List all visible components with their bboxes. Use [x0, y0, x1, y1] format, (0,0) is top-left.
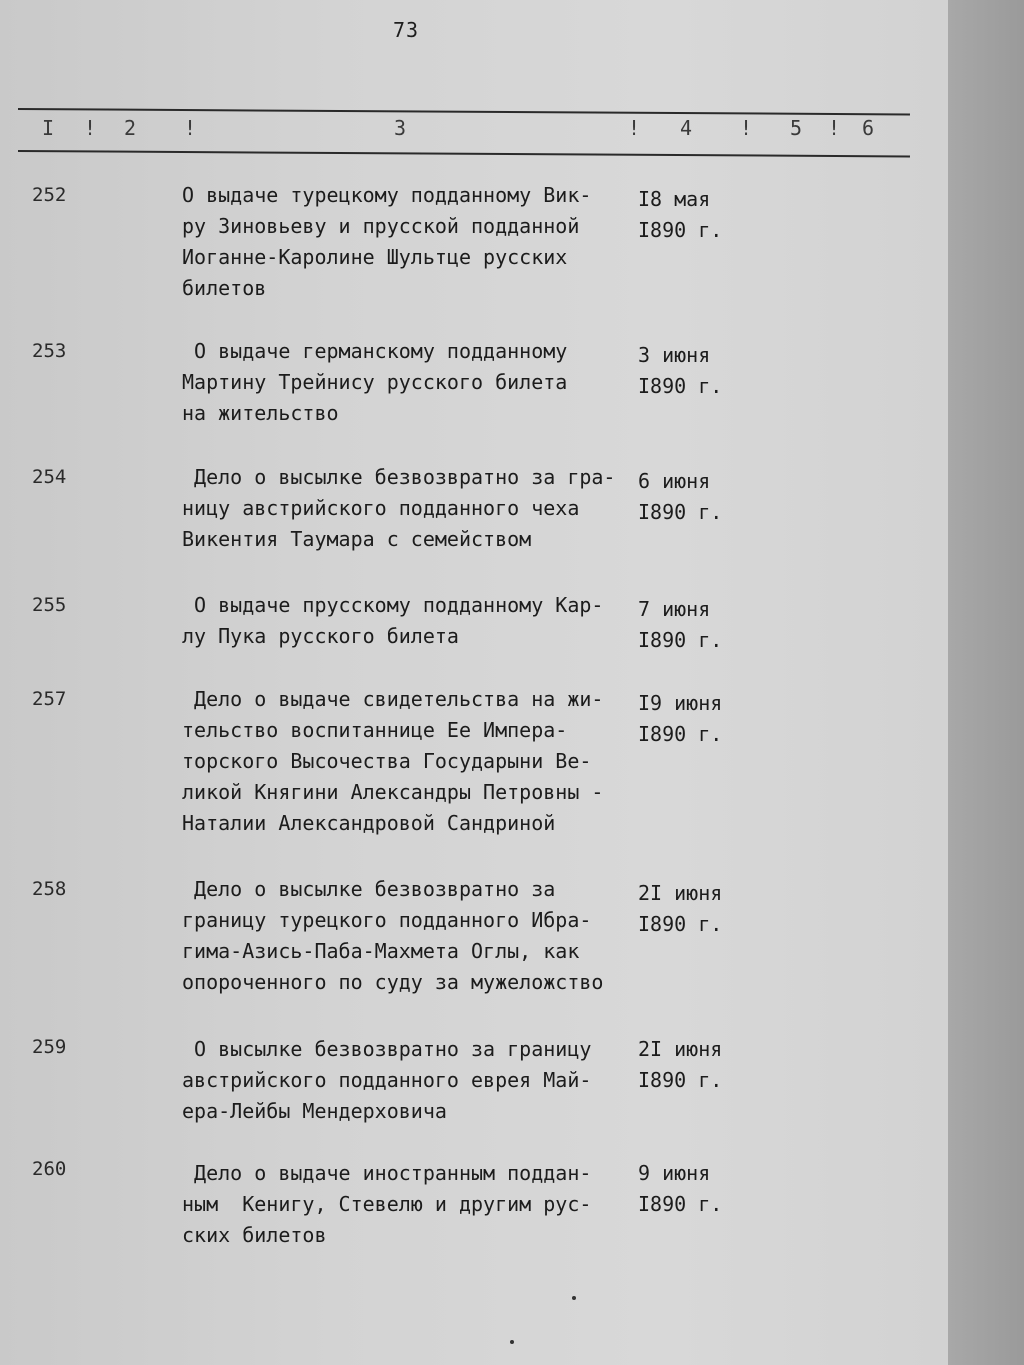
- entry-date: I8 мая I890 г.: [638, 187, 723, 242]
- entry-number: 257: [32, 688, 67, 710]
- column-header-4: 4: [680, 116, 693, 140]
- entry-number: 258: [32, 878, 67, 900]
- entry-title: О выдаче германскому подданному Мартину Трейнису русского билета на жительство: [182, 339, 568, 425]
- column-separator-3: !: [628, 116, 641, 140]
- entry-title: Дело о высылке безвозвратно за гра- ницу австрийского подданного чеха Викентия Таумара с семейством: [182, 465, 616, 551]
- entry-date: 2I июня I890 г.: [638, 1037, 723, 1092]
- entry-title: О выдаче турецкому подданному Вик- ру Зиновьеву и прусской подданной Иоганне-Каролине Шультце русских билетов: [182, 183, 592, 300]
- column-separator-1: !: [84, 116, 97, 140]
- underlying-page-edge: [948, 0, 1024, 1365]
- entry-number: 255: [32, 594, 67, 616]
- column-header-2: 2: [124, 116, 137, 140]
- paper-speck: [510, 1340, 514, 1344]
- entry-date: 9 июня I890 г.: [638, 1161, 723, 1216]
- entry-number: 260: [32, 1158, 67, 1180]
- paper-speck: [572, 1296, 576, 1300]
- entry-number: 252: [32, 184, 67, 206]
- entry-title: Дело о выдаче свидетельства на жи- тельство воспитаннице Ее Импера- торского Высочества Государыни Ве- ликой Княгини Александры Петровны - Наталии Александровой Сандриной: [182, 687, 604, 835]
- column-separator-4: !: [740, 116, 753, 140]
- entry-title: Дело о высылке безвозвратно за границу турецкого подданного Ибра- гима-Азись-Паба-Махмета Оглы, как опороченного по суду за мужеложство: [182, 877, 604, 994]
- entry-date: 7 июня I890 г.: [638, 597, 723, 652]
- page-number: 73: [393, 18, 420, 42]
- entry-date: 3 июня I890 г.: [638, 343, 723, 398]
- header-rule-bottom: [18, 150, 910, 157]
- entry-title: Дело о выдаче иностранным поддан- ным Кенигу, Стевелю и другим рус- ских билетов: [182, 1161, 592, 1247]
- entry-date: 2I июня I890 г.: [638, 881, 723, 936]
- column-separator-2: !: [184, 116, 197, 140]
- column-header-5: 5: [790, 116, 803, 140]
- column-header-1: I: [42, 116, 55, 140]
- entry-date: I9 июня I890 г.: [638, 691, 723, 746]
- column-header-6: 6: [862, 116, 875, 140]
- column-header-3: 3: [394, 116, 407, 140]
- entry-title: О высылке безвозвратно за границу австрийского подданного еврея Май- ера-Лейбы Мендерховича: [182, 1037, 592, 1123]
- entry-number: 259: [32, 1036, 67, 1058]
- entry-number: 254: [32, 466, 67, 488]
- entry-number: 253: [32, 340, 67, 362]
- entry-date: 6 июня I890 г.: [638, 469, 723, 524]
- entry-title: О выдаче прусскому подданному Кар- лу Пука русского билета: [182, 593, 604, 648]
- column-separator-5: !: [828, 116, 841, 140]
- header-rule-top: [18, 108, 910, 115]
